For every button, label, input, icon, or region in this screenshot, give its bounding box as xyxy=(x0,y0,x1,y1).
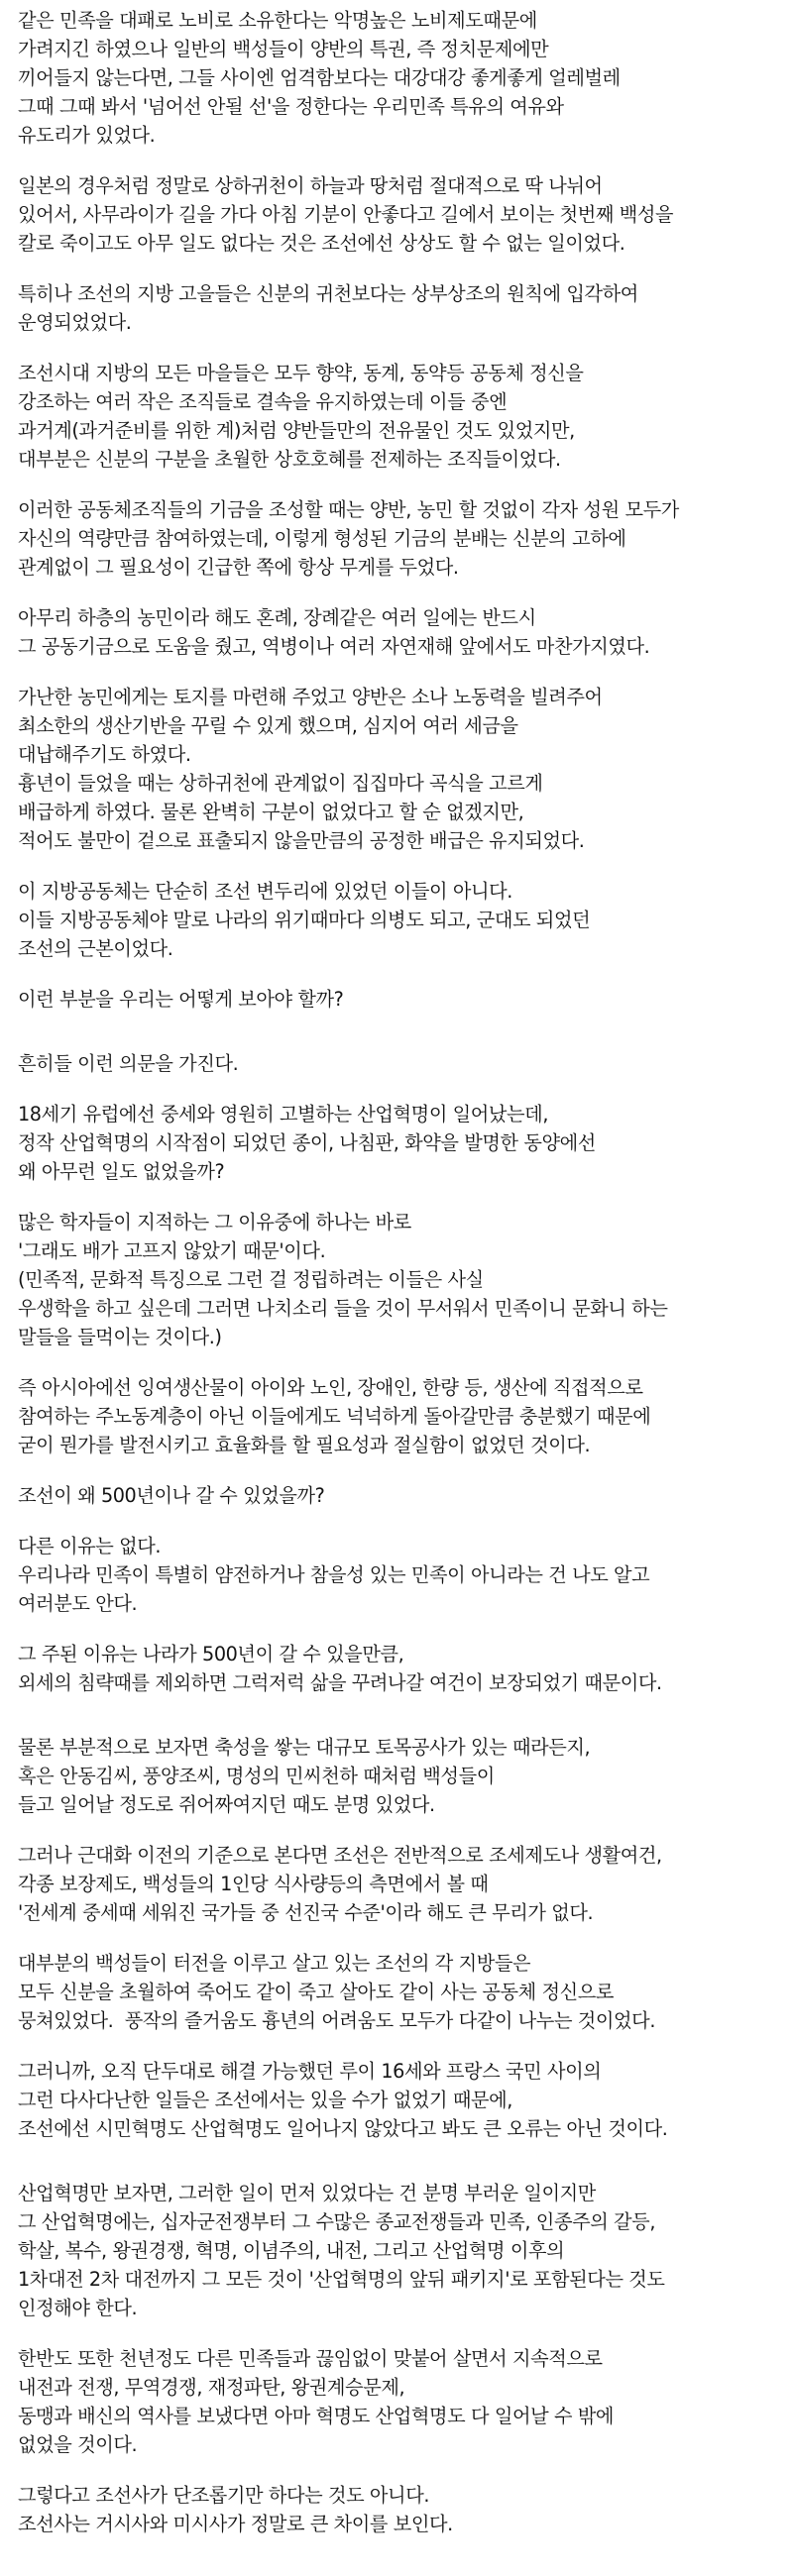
text-line: 18세기 유럽에선 중세와 영원히 고별하는 산업혁명이 일어났는데, xyxy=(18,1103,549,1126)
text-line: 없었을 것이다. xyxy=(18,2433,138,2456)
text-line: 그러나 근대화 이전의 기준으로 본다면 조선은 전반적으로 조세제도나 생활여건, xyxy=(18,1844,662,1867)
text-line: 최소한의 생산기반을 꾸릴 수 있게 했으며, 심지어 여러 세금을 xyxy=(18,714,518,737)
text-line: 왜 아무런 일도 없었을까? xyxy=(18,1160,225,1183)
text-line: 끼어들지 않는다면, 그들 사이엔 엄격함보다는 대강대강 좋게좋게 얼레벌레 xyxy=(18,66,621,89)
text-line: 흉년이 들었을 때는 상하귀천에 관계없이 집집마다 곡식을 고르게 xyxy=(18,772,543,795)
text-line: 자신의 역량만큼 참여하였는데, 이렇게 형성된 기금의 분배는 신분의 고하에 xyxy=(18,527,626,550)
paragraph xyxy=(18,1949,781,2035)
paragraph xyxy=(18,1208,781,1351)
text-line: 굳이 뭔가를 발전시키고 효율화를 할 필요성과 절실함이 없었던 것이다. xyxy=(18,1434,591,1456)
text-line: 아무리 하층의 농민이라 해도 혼례, 장례같은 여러 일에는 반드시 xyxy=(18,606,536,629)
text-line: 우생학을 하고 싶은데 그러면 나치소리 들을 것이 무서워서 민족이니 문화니 하는 xyxy=(18,1297,668,1320)
paragraph xyxy=(18,683,781,855)
text-line: 이러한 공동체조직들의 기금을 조성할 때는 양반, 농민 할 것없이 각자 성원 모두가 xyxy=(18,498,679,521)
text-line: 동맹과 배신의 역사를 보냈다면 아마 혁명도 산업혁명도 다 일어날 수 밖에 xyxy=(18,2405,615,2427)
paragraph xyxy=(18,877,781,963)
text-line: 가려지긴 하였으나 일반의 백성들이 양반의 특권, 즉 정치문제에만 xyxy=(18,38,549,60)
paragraph xyxy=(18,1841,781,1927)
text-line: 배급하게 하였다. 물론 완벽히 구분이 없었다고 할 순 없겠지만, xyxy=(18,801,524,823)
article-body xyxy=(18,6,781,2560)
text-line: 각종 보장제도, 백성들의 1인당 식사량등의 측면에서 볼 때 xyxy=(18,1873,489,1895)
text-line: (민족적, 문화적 특징으로 그런 걸 정립하려는 이들은 사실 xyxy=(18,1268,484,1291)
text-line: 인정해야 한다. xyxy=(18,2297,138,2319)
text-line: 1차대전 2차 대전까지 그 모든 것이 '산업혁명의 앞뒤 패키지'로 포함된다는 것도 xyxy=(18,2268,665,2291)
text-line: 즉 아시아에선 잉여생산물이 아이와 노인, 장애인, 한량 등, 생산에 직접적으로 xyxy=(18,1376,643,1399)
text-line: 들고 일어날 정도로 쥐어짜여지던 때도 분명 있었다. xyxy=(18,1793,435,1816)
paragraph xyxy=(18,1100,781,1186)
text-line: 적어도 불만이 겉으로 표출되지 않을만큼의 공정한 배급은 유지되었다. xyxy=(18,829,585,852)
text-line: 그 공동기금으로 도움을 줬고, 역병이나 여러 자연재해 앞에서도 마찬가지였다. xyxy=(18,635,650,658)
text-line: 강조하는 여러 작은 조직들로 결속을 유지하였는데 이들 중엔 xyxy=(18,390,508,413)
paragraph xyxy=(18,2481,781,2538)
text-line: 여러분도 안다. xyxy=(18,1592,138,1615)
text-line: 조선이 왜 500년이나 갈 수 있었을까? xyxy=(18,1484,325,1507)
text-line: 이 지방공동체는 단순히 조선 변두리에 있었던 이들이 아니다. xyxy=(18,880,512,903)
text-line: 유도리가 있었다. xyxy=(18,124,156,147)
paragraph xyxy=(18,2057,781,2143)
paragraph xyxy=(18,2179,781,2322)
text-line: 이런 부분을 우리는 어떻게 보아야 할까? xyxy=(18,988,344,1011)
text-line: 모두 신분을 초월하여 죽어도 같이 죽고 살아도 같이 사는 공동체 정신으로 xyxy=(18,1981,615,2003)
paragraph xyxy=(18,985,781,1014)
text-line: 그러니까, 오직 단두대로 해결 가능했던 루이 16세와 프랑스 국민 사이의 xyxy=(18,2060,602,2083)
text-line: 그 산업혁명에는, 십자군전쟁부터 그 수많은 종교전쟁들과 민족, 인종주의 갈등, xyxy=(18,2210,656,2233)
text-line: 흔히들 이런 의문을 가진다. xyxy=(18,1052,239,1075)
text-line: 정작 산업혁명의 시작점이 되었던 종이, 나침판, 화약을 발명한 동양에선 xyxy=(18,1131,596,1154)
text-line: 말들을 들먹이는 것이다.) xyxy=(18,1326,222,1348)
text-line: 혹은 안동김씨, 풍양조씨, 명성의 민씨천하 때처럼 백성들이 xyxy=(18,1765,495,1787)
text-line: 내전과 전쟁, 무역경쟁, 재정파탄, 왕권계승문제, xyxy=(18,2376,405,2399)
text-line: 대부분의 백성들이 터전을 이루고 살고 있는 조선의 각 지방들은 xyxy=(18,1952,531,1975)
text-line: '그래도 배가 고프지 않았기 때문'이다. xyxy=(18,1239,326,1262)
text-line: 일본의 경우처럼 정말로 상하귀천이 하늘과 땅처럼 절대적으로 딱 나뉘어 xyxy=(18,174,603,197)
paragraph xyxy=(18,279,781,337)
paragraph xyxy=(18,359,781,474)
paragraph xyxy=(18,2344,781,2459)
text-line: 칼로 죽이고도 아무 일도 없다는 것은 조선에선 상상도 할 수 없는 일이었다. xyxy=(18,232,625,255)
text-line: 조선사는 거시사와 미시사가 정말로 큰 차이를 보인다. xyxy=(18,2513,453,2535)
text-line: 외세의 침략때를 제외하면 그럭저럭 삶을 꾸려나갈 여건이 보장되었기 때문이다. xyxy=(18,1671,662,1694)
text-line: 관계없이 그 필요성이 긴급한 쪽에 항상 무게를 두었다. xyxy=(18,556,459,579)
text-line: 뭉쳐있었다. 풍작의 즐거움도 흉년의 어려움도 모두가 다같이 나누는 것이었다. xyxy=(18,2009,656,2032)
text-line: 참여하는 주노동계층이 아닌 이들에게도 넉넉하게 돌아갈만큼 충분했기 때문에 xyxy=(18,1405,651,1428)
paragraph xyxy=(18,1532,781,1618)
paragraph xyxy=(18,1481,781,1510)
text-line: 많은 학자들이 지적하는 그 이유중에 하나는 바로 xyxy=(18,1211,411,1234)
paragraph xyxy=(18,1733,781,1819)
text-line: '전세계 중세때 세워진 국가들 중 선진국 수준'이라 해도 큰 무리가 없다. xyxy=(18,1901,594,1924)
text-line: 조선시대 지방의 모든 마을들은 모두 향약, 동계, 동약등 공동체 정신을 xyxy=(18,362,584,384)
paragraph xyxy=(18,1640,781,1697)
text-line: 그런 다사다난한 일들은 조선에서는 있을 수가 없었기 때문에, xyxy=(18,2089,512,2111)
text-line: 우리나라 민족이 특별히 얌전하거나 참을성 있는 민족이 아니라는 건 나도 알고 xyxy=(18,1563,650,1586)
text-line: 있어서, 사무라이가 길을 가다 아침 기분이 안좋다고 길에서 보이는 첫번째 백성을 xyxy=(18,203,674,226)
text-line: 한반도 또한 천년정도 다른 민족들과 끊임없이 맞붙어 살면서 지속적으로 xyxy=(18,2347,603,2370)
paragraph xyxy=(18,603,781,661)
text-line: 대납해주기도 하였다. xyxy=(18,743,191,766)
text-line: 물론 부분적으로 보자면 축성을 쌓는 대규모 토목공사가 있는 때라든지, xyxy=(18,1736,591,1759)
paragraph xyxy=(18,1373,781,1459)
text-line: 조선의 근본이었다. xyxy=(18,937,173,960)
paragraph xyxy=(18,6,781,150)
text-line: 그때 그때 봐서 '넘어선 안될 선'을 정한다는 우리민족 특유의 여유와 xyxy=(18,95,564,118)
paragraph xyxy=(18,495,781,582)
paragraph xyxy=(18,171,781,258)
paragraph xyxy=(18,1049,781,1078)
text-line: 그렇다고 조선사가 단조롭기만 하다는 것도 아니다. xyxy=(18,2484,430,2507)
text-line: 대부분은 신분의 구분을 초월한 상호호혜를 전제하는 조직들이었다. xyxy=(18,448,561,471)
text-line: 특히나 조선의 지방 고을들은 신분의 귀천보다는 상부상조의 원칙에 입각하여 xyxy=(18,282,638,305)
text-line: 이들 지방공동체야 말로 나라의 위기때마다 의병도 되고, 군대도 되었던 xyxy=(18,909,591,931)
text-line: 과거계(과거준비를 위한 계)처럼 양반들만의 전유물인 것도 있었지만, xyxy=(18,419,575,442)
text-line: 그 주된 이유는 나라가 500년이 갈 수 있을만큼, xyxy=(18,1643,404,1665)
text-line: 조선에선 시민혁명도 산업혁명도 일어나지 않았다고 봐도 큰 오류는 아닌 것이다. xyxy=(18,2117,668,2140)
text-line: 학살, 복수, 왕권경쟁, 혁명, 이념주의, 내전, 그리고 산업혁명 이후의 xyxy=(18,2239,565,2262)
text-line: 운영되었었다. xyxy=(18,311,132,334)
text-line: 산업혁명만 보자면, 그러한 일이 먼저 있었다는 건 분명 부러운 일이지만 xyxy=(18,2182,596,2204)
text-line: 같은 민족을 대패로 노비로 소유한다는 악명높은 노비제도때문에 xyxy=(18,9,537,32)
text-line: 가난한 농민에게는 토지를 마련해 주었고 양반은 소나 노동력을 빌려주어 xyxy=(18,686,603,708)
text-line: 다른 이유는 없다. xyxy=(18,1535,162,1557)
